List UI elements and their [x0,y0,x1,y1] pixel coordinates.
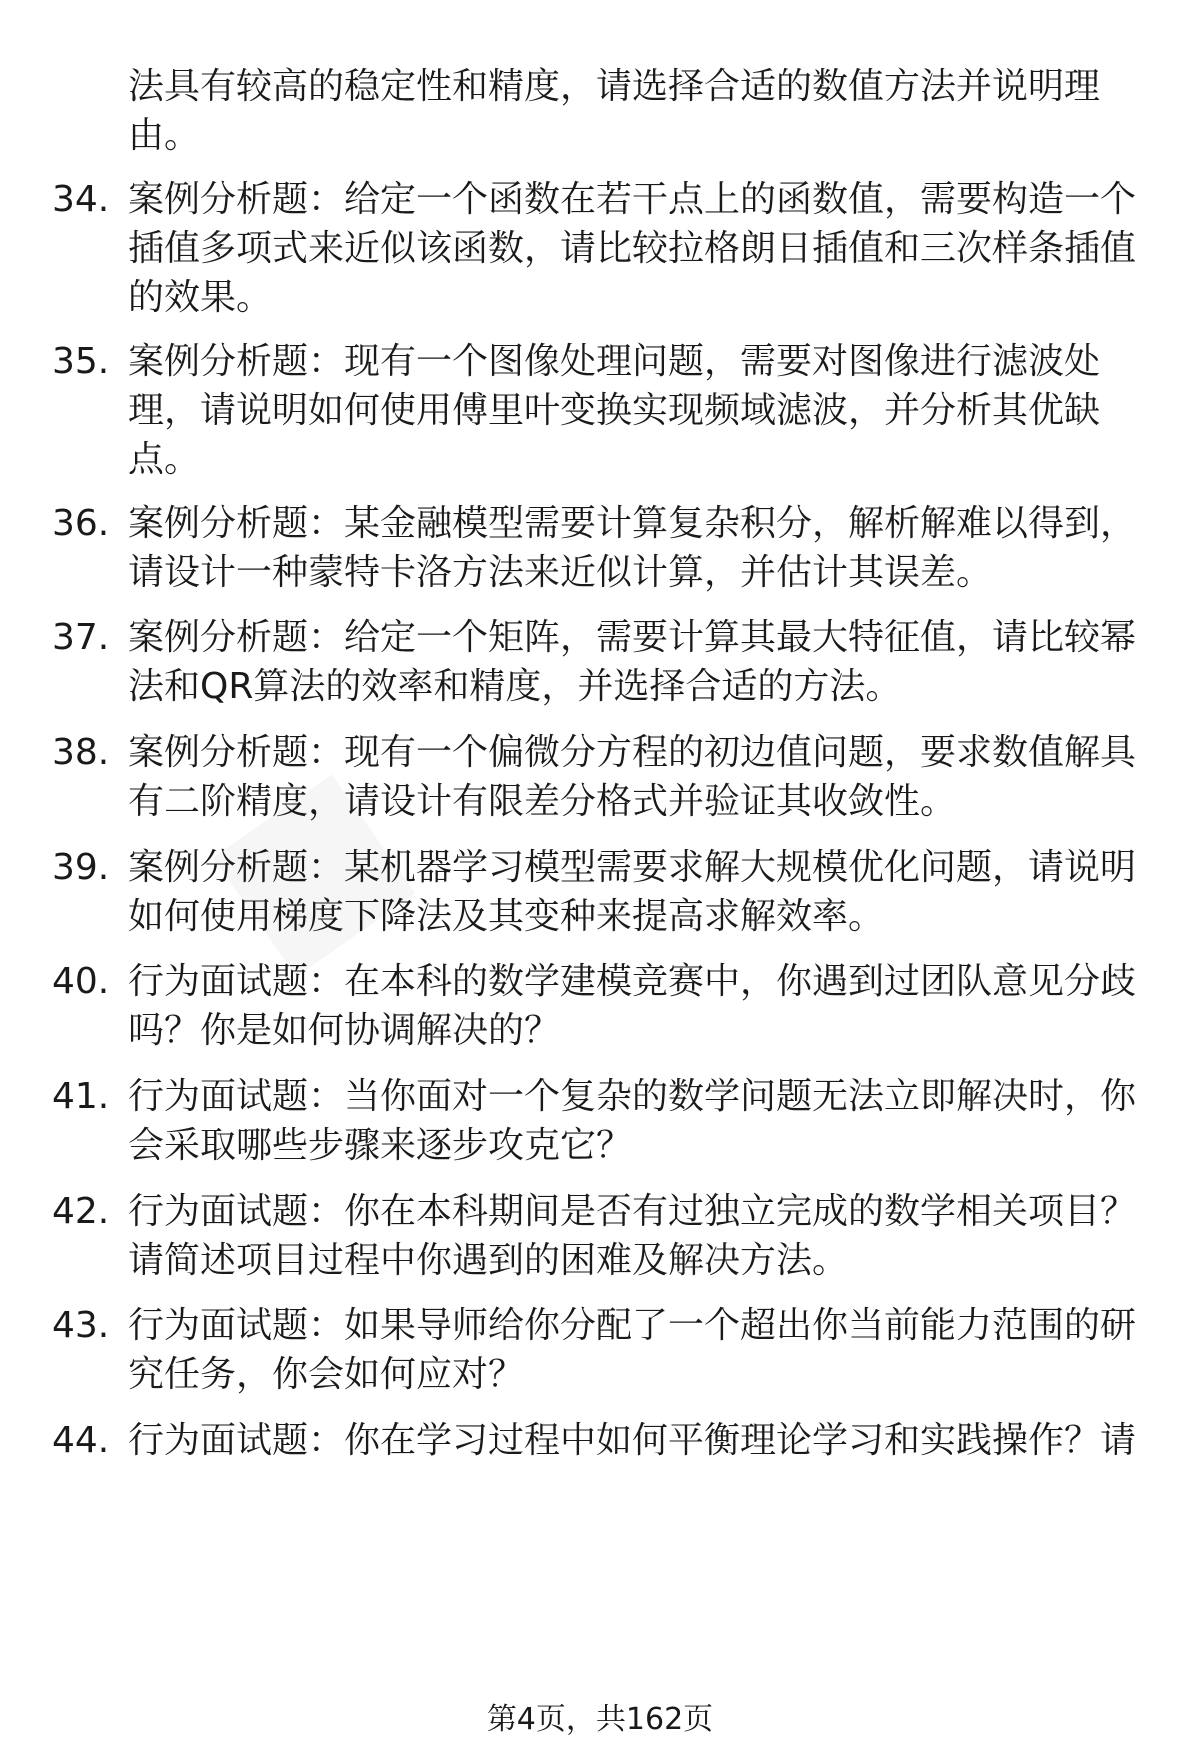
question-number: 39. [52,847,110,888]
question-text: 案例分析题：现有一个图像处理问题，需要对图像进行滤波处理，请说明如何使用傅里叶变换实现频域滤波，并分析其优缺点。 [128,341,1101,480]
question-number: 43. [52,1305,110,1346]
question-number: 37. [52,617,110,658]
question-number: 42. [52,1191,110,1232]
question-number: 41. [52,1076,110,1117]
question-number: 38. [52,732,110,773]
question-text: 案例分析题：某金融模型需要计算复杂积分，解析解难以得到，请设计一种蒙特卡洛方法来近似计算，并估计其误差。 [128,503,1137,593]
question-text: 案例分析题：某机器学习模型需要求解大规模优化问题，请说明如何使用梯度下降法及其变种来提高求解效率。 [128,847,1137,937]
question-text: 行为面试题：如果导师给你分配了一个超出你当前能力范围的研究任务，你会如何应对？ [128,1305,1137,1395]
question-text: 行为面试题：当你面对一个复杂的数学问题无法立即解决时，你会采取哪些步骤来逐步攻克它？ [128,1076,1137,1166]
question-text: 案例分析题：现有一个偏微分方程的初边值问题，要求数值解具有二阶精度，请设计有限差分格式并验证其收敛性。 [128,732,1137,822]
question-text: 行为面试题：你在学习过程中如何平衡理论学习和实践操作？请 [128,1420,1137,1461]
question-text: 行为面试题：在本科的数学建模竞赛中，你遇到过团队意见分歧吗？你是如何协调解决的？ [128,961,1137,1051]
continuation-paragraph: 法具有较高的稳定性和精度，请选择合适的数值方法并说明理由。 [128,66,1101,156]
page-footer: 第4页，共162页 [486,1702,714,1737]
question-number: 44. [52,1420,110,1461]
question-number: 40. [52,961,110,1002]
question-number: 36. [52,503,110,544]
question-number: 35. [52,341,110,382]
question-number: 34. [52,179,110,220]
question-text: 案例分析题：给定一个矩阵，需要计算其最大特征值，请比较幂法和QR算法的效率和精度，并选择合适的方法。 [128,617,1137,707]
question-text: 案例分析题：给定一个函数在若干点上的函数值，需要构造一个插值多项式来近似该函数，请比较拉格朗日插值和三次样条插值的效果。 [128,179,1137,318]
question-text: 行为面试题：你在本科期间是否有过独立完成的数学相关项目？请简述项目过程中你遇到的困难及解决方法。 [128,1191,1137,1281]
